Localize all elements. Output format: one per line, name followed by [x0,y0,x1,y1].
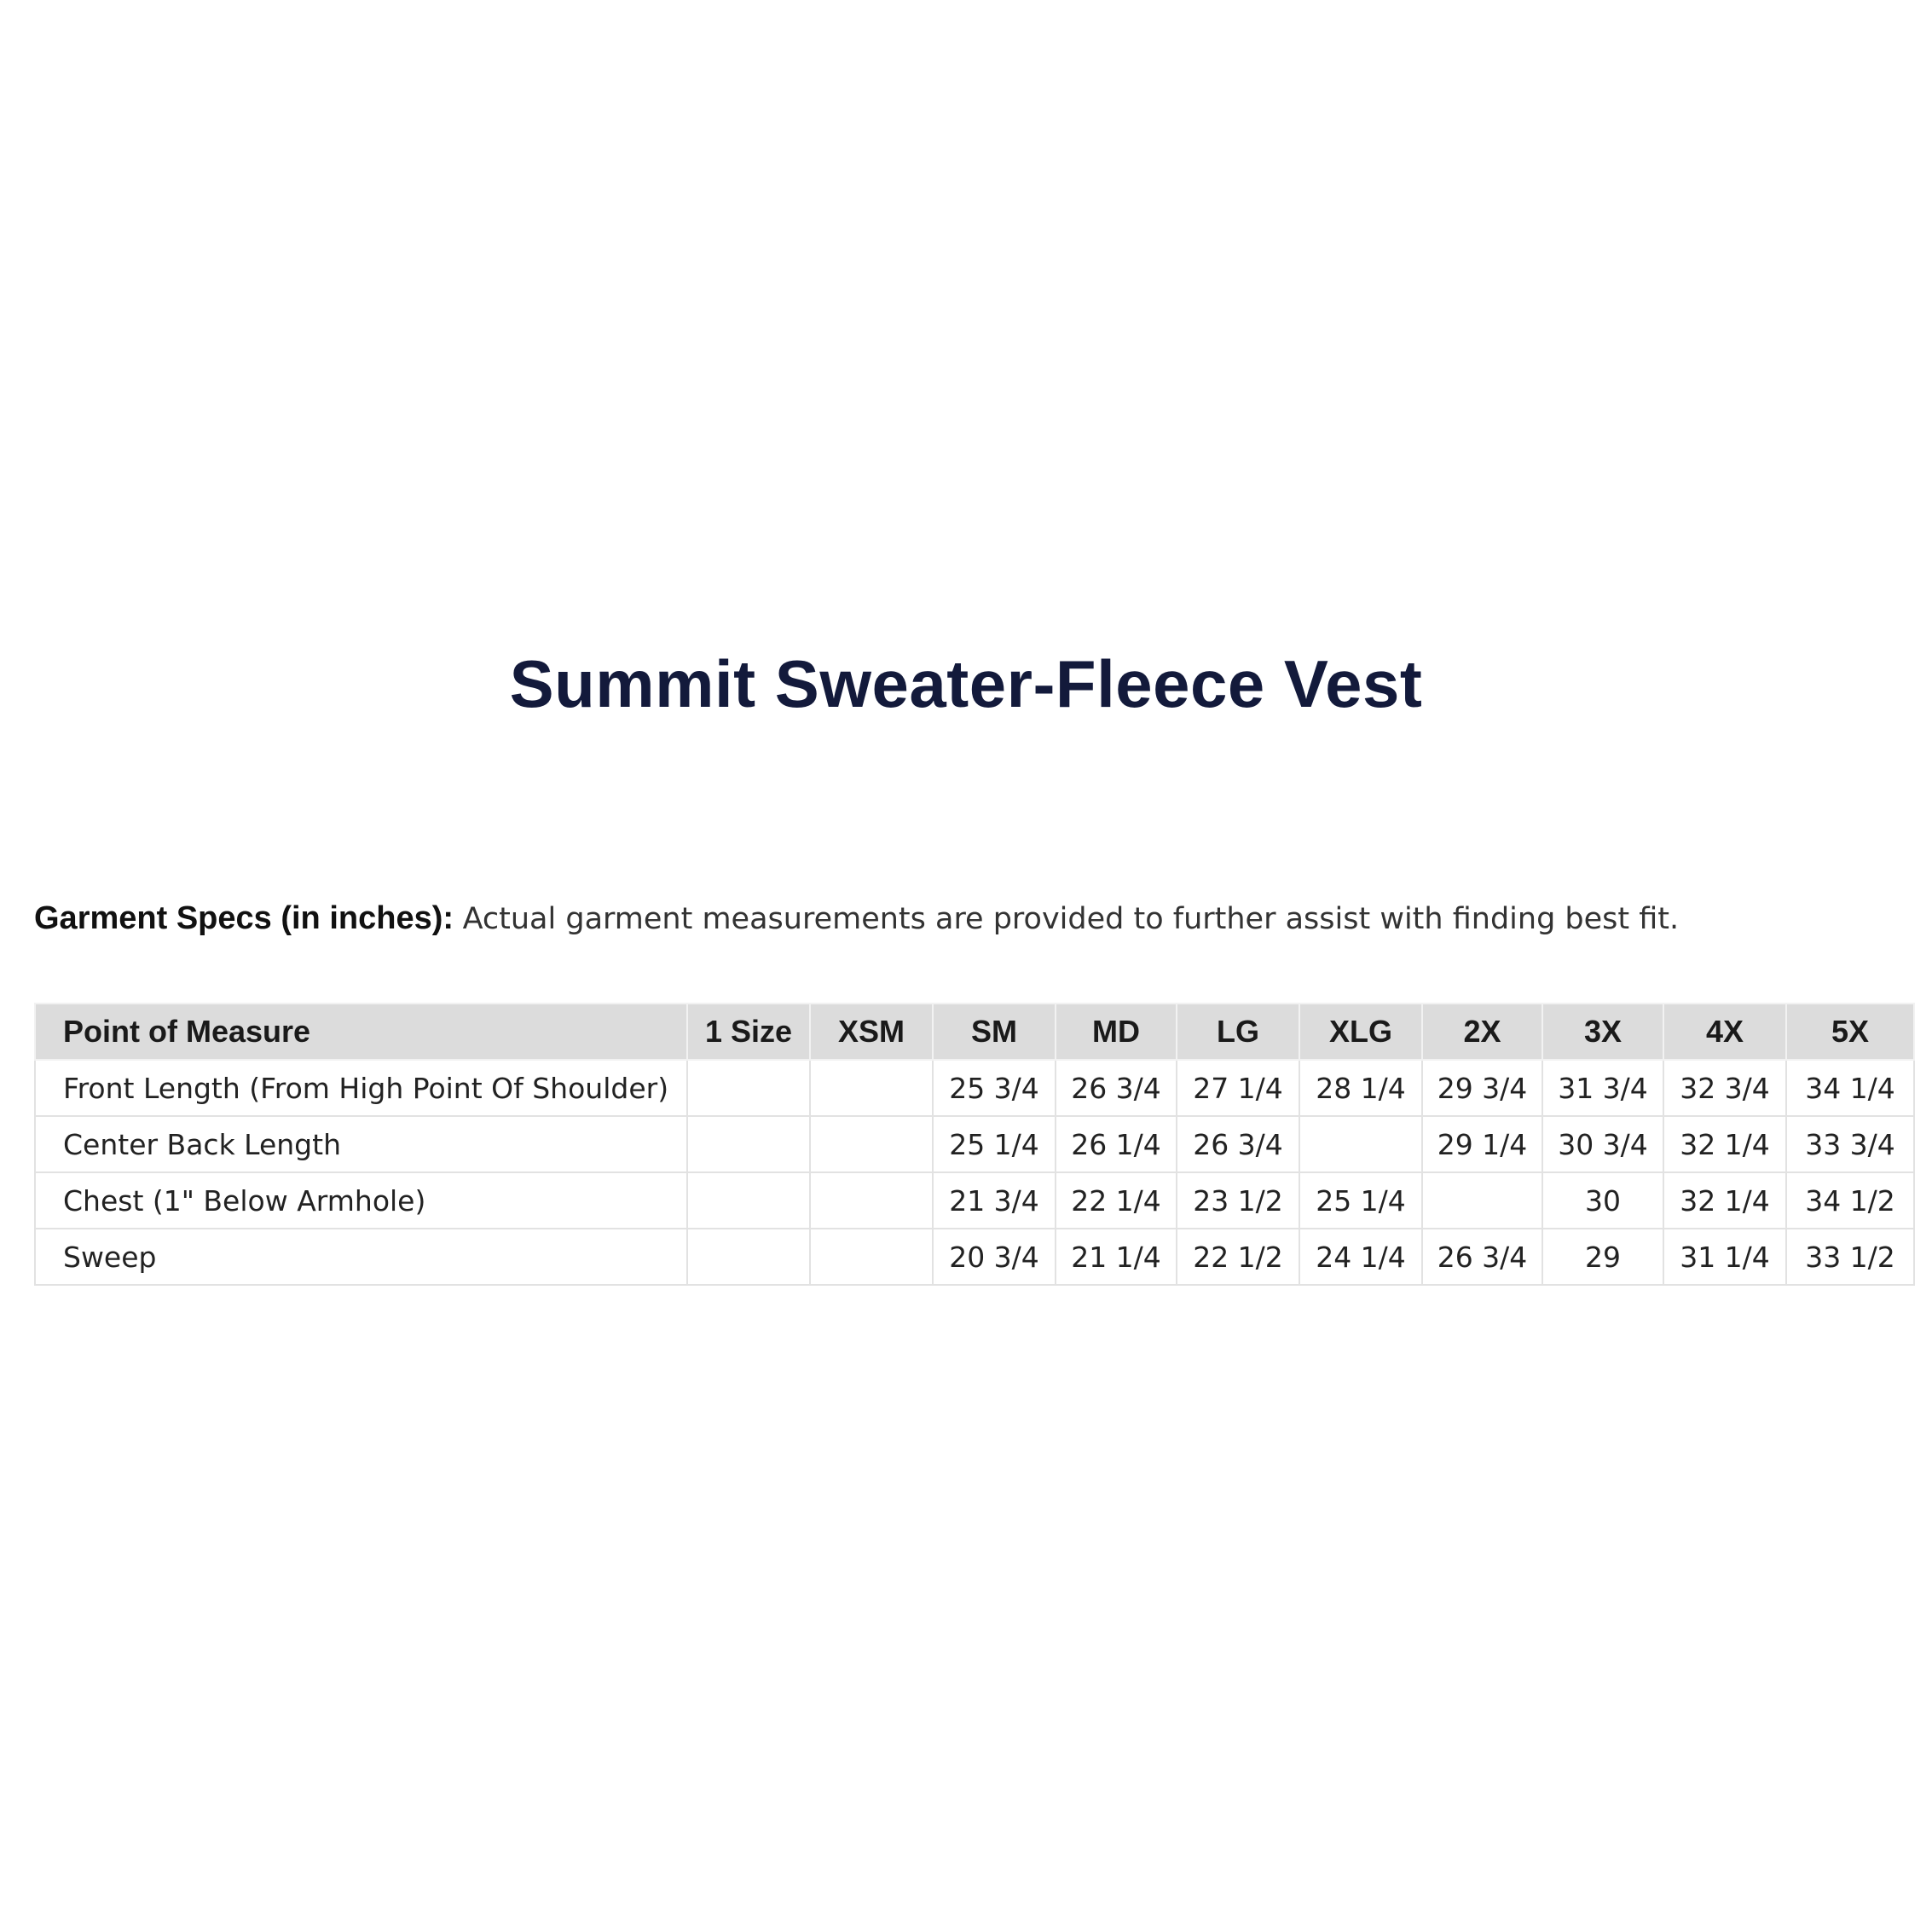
table-cell [687,1060,810,1116]
column-header-md: MD [1056,1004,1177,1060]
table-cell: 34 1/2 [1786,1172,1914,1229]
product-title: Summit Sweater-Fleece Vest [509,646,1423,721]
table-cell: 22 1/4 [1056,1172,1177,1229]
table-cell: 25 3/4 [933,1060,1056,1116]
table-row-center-back-length [35,1116,1914,1172]
table-cell [687,1172,810,1229]
table-cell: 24 1/4 [1299,1229,1422,1285]
table-cell: 33 1/2 [1786,1229,1914,1285]
table-cell: 25 1/4 [933,1116,1056,1172]
table-cell: 32 3/4 [1663,1060,1786,1116]
table-cell: 32 1/4 [1663,1116,1786,1172]
table-cell: 26 3/4 [1056,1060,1177,1116]
table-cell-measure: Sweep [35,1229,687,1285]
column-header-2x: 2X [1422,1004,1542,1060]
table-cell [1299,1116,1422,1172]
table-cell: 26 1/4 [1056,1116,1177,1172]
table-cell: 21 3/4 [933,1172,1056,1229]
table-cell: 22 1/2 [1177,1229,1299,1285]
column-header-1-size: 1 Size [687,1004,810,1060]
garment-specs-description: Actual garment measurements are provided to further assist with finding best fit. [462,902,1680,936]
table-cell: 29 1/4 [1422,1116,1542,1172]
garment-specs-note [34,897,1679,940]
table-cell [810,1229,933,1285]
table-row-sweep [35,1229,1914,1285]
table-cell: 34 1/4 [1786,1060,1914,1116]
garment-specs-label: Garment Specs (in inches): [34,900,454,936]
table-cell: 29 3/4 [1422,1060,1542,1116]
table-cell-measure: Chest (1" Below Armhole) [35,1172,687,1229]
table-cell: 30 [1542,1172,1663,1229]
size-spec-table [34,1003,1915,1286]
table-cell: 31 1/4 [1663,1229,1786,1285]
table-cell-measure: Center Back Length [35,1116,687,1172]
table-cell: 30 3/4 [1542,1116,1663,1172]
table-cell [1422,1172,1542,1229]
table-cell: 25 1/4 [1299,1172,1422,1229]
table-cell: 31 3/4 [1542,1060,1663,1116]
table-cell: 29 [1542,1229,1663,1285]
table-cell: 21 1/4 [1056,1229,1177,1285]
table-cell: 20 3/4 [933,1229,1056,1285]
column-header-sm: SM [933,1004,1056,1060]
table-cell: 26 3/4 [1422,1229,1542,1285]
column-header-xlg: XLG [1299,1004,1422,1060]
table-cell: 26 3/4 [1177,1116,1299,1172]
table-cell [687,1229,810,1285]
table-cell: 23 1/2 [1177,1172,1299,1229]
column-header-lg: LG [1177,1004,1299,1060]
table-cell [687,1116,810,1172]
column-header-5x: 5X [1786,1004,1914,1060]
column-header-4x: 4X [1663,1004,1786,1060]
table-cell [810,1060,933,1116]
table-cell-measure: Front Length (From High Point Of Shoulder) [35,1060,687,1116]
table-cell: 28 1/4 [1299,1060,1422,1116]
column-header-3x: 3X [1542,1004,1663,1060]
column-header-point-of-measure: Point of Measure [35,1004,687,1060]
table-cell: 27 1/4 [1177,1060,1299,1116]
table-cell [810,1172,933,1229]
column-header-xsm: XSM [810,1004,933,1060]
table-header-row [35,1004,1914,1060]
table-cell: 32 1/4 [1663,1172,1786,1229]
table-row-chest [35,1172,1914,1229]
table-cell: 33 3/4 [1786,1116,1914,1172]
table-cell [810,1116,933,1172]
table-row-front-length [35,1060,1914,1116]
